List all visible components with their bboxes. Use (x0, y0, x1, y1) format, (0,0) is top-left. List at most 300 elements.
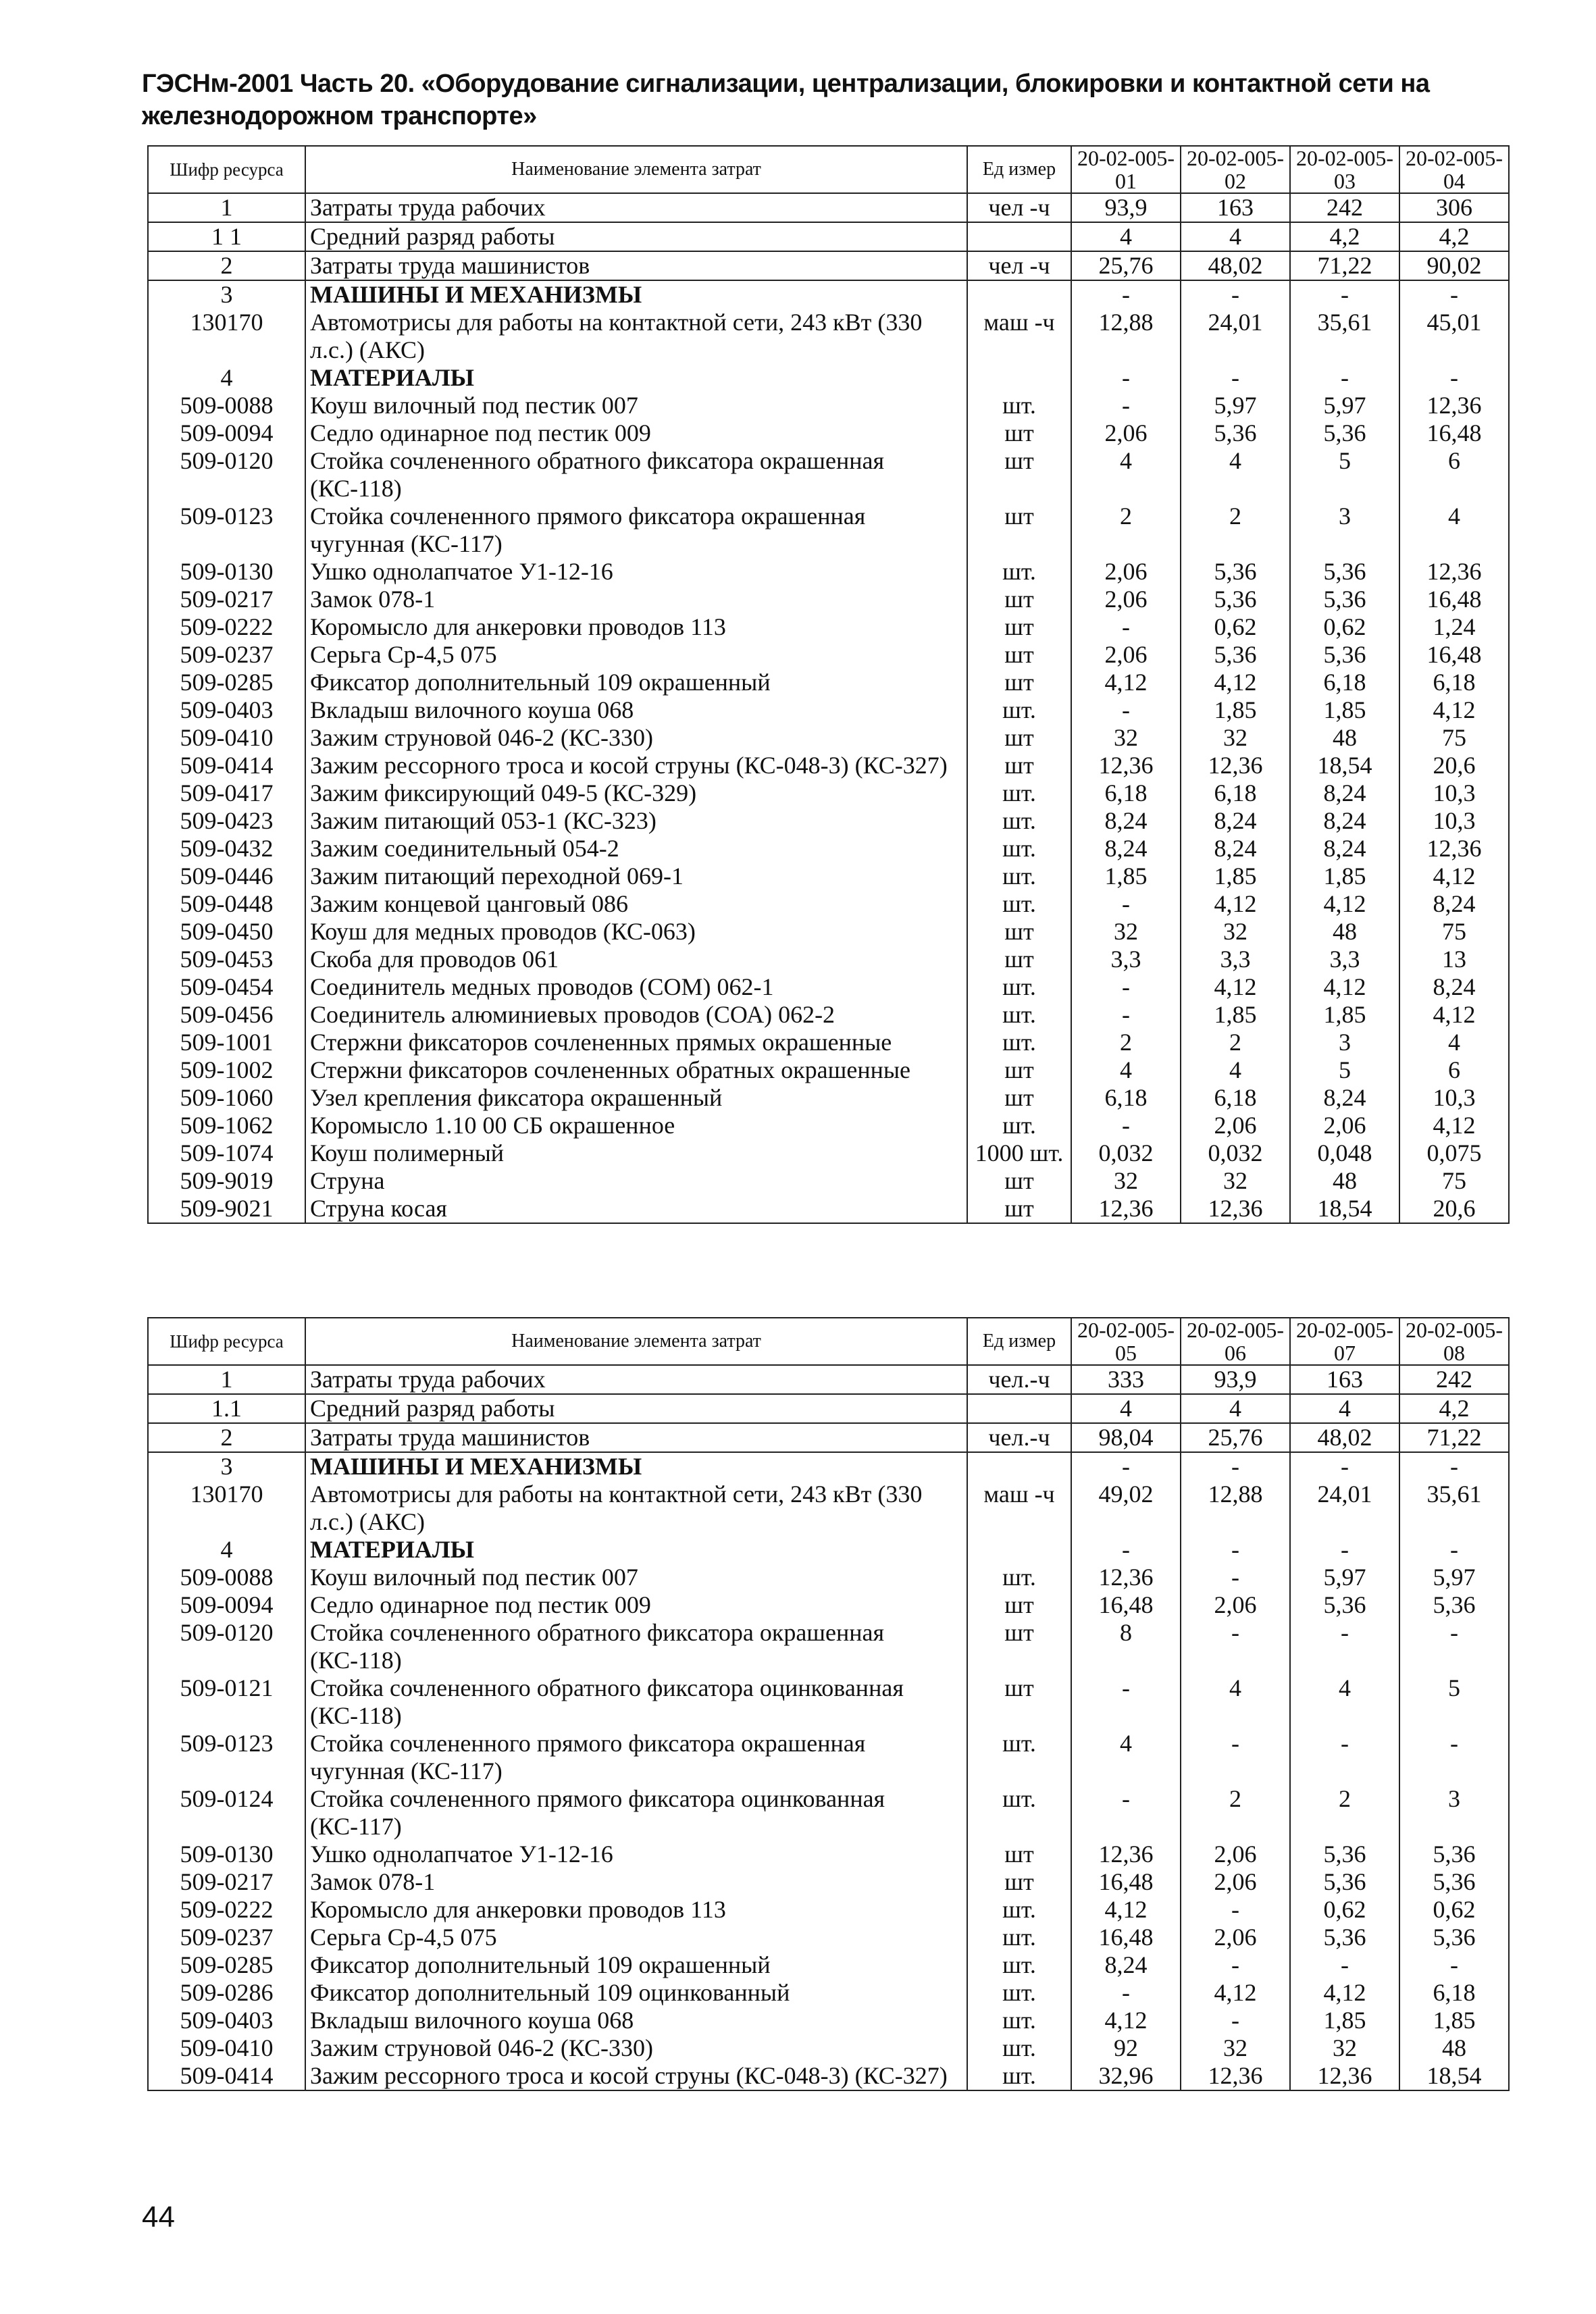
value-2: 2,06 (1181, 1868, 1290, 1896)
value-2: 1,85 (1181, 1001, 1290, 1029)
value-1: 12,88 (1071, 309, 1181, 364)
table-row (148, 309, 1509, 364)
value-4: 20,6 (1399, 752, 1509, 779)
unit: шт. (967, 973, 1071, 1001)
value-2: 32 (1181, 918, 1290, 946)
value-1: 12,36 (1071, 1841, 1181, 1868)
value-1: 2,06 (1071, 419, 1181, 447)
unit: 1000 шт. (967, 1139, 1071, 1167)
value-4: 71,22 (1399, 1423, 1509, 1452)
value-4: 16,48 (1399, 586, 1509, 613)
resource-code: 509-0088 (148, 392, 305, 419)
table-row (148, 1112, 1509, 1139)
value-2: 5,36 (1181, 558, 1290, 586)
value-1: 8,24 (1071, 1951, 1181, 1979)
resource-name: Замок 078-1 (305, 1868, 967, 1896)
table-row (148, 1167, 1509, 1195)
value-4: - (1399, 1536, 1509, 1564)
value-2: 4 (1181, 1394, 1290, 1423)
value-2: 5,36 (1181, 586, 1290, 613)
resource-name: Стойка сочлененного обратного фиксатора оцинкованная (КС-118) (305, 1674, 967, 1730)
column-header-unit: Ед измер (967, 1318, 1071, 1365)
value-2: 4,12 (1181, 890, 1290, 918)
value-1: - (1071, 1001, 1181, 1029)
unit: шт (967, 724, 1071, 752)
resource-code: 509-1074 (148, 1139, 305, 1167)
resource-code: 509-0414 (148, 2062, 305, 2090)
resource-code: 509-0123 (148, 503, 305, 558)
resource-name: МАШИНЫ И МЕХАНИЗМЫ (305, 280, 967, 309)
resource-code: 130170 (148, 309, 305, 364)
unit: шт. (967, 1001, 1071, 1029)
value-1: - (1071, 1674, 1181, 1730)
value-1: 12,36 (1071, 1195, 1181, 1223)
unit: шт (967, 419, 1071, 447)
resource-code: 1 (148, 193, 305, 222)
unit: шт (967, 1619, 1071, 1674)
value-3: 4,12 (1290, 973, 1399, 1001)
table-row (148, 447, 1509, 503)
value-2: 12,36 (1181, 1195, 1290, 1223)
unit: шт. (967, 863, 1071, 890)
value-1: 25,76 (1071, 251, 1181, 280)
value-3: 4 (1290, 1394, 1399, 1423)
value-3: 1,85 (1290, 2007, 1399, 2034)
value-4: 5,97 (1399, 1564, 1509, 1591)
table-row (148, 1924, 1509, 1951)
unit: шт. (967, 1979, 1071, 2007)
value-3: 8,24 (1290, 807, 1399, 835)
table-row (148, 752, 1509, 779)
value-3: 18,54 (1290, 1195, 1399, 1223)
resource-name: Фиксатор дополнительный 109 окрашенный (305, 1951, 967, 1979)
resource-name: Стойка сочлененного прямого фиксатора окрашенная чугунная (КС-117) (305, 503, 967, 558)
value-4: 16,48 (1399, 641, 1509, 669)
table-row (148, 1841, 1509, 1868)
value-2: 12,88 (1181, 1481, 1290, 1536)
column-header-code: Шифр ресурса (148, 146, 305, 193)
resource-code: 4 (148, 1536, 305, 1564)
table-row (148, 251, 1509, 280)
value-1: 0,032 (1071, 1139, 1181, 1167)
value-3: 5,36 (1290, 1591, 1399, 1619)
value-2: 32 (1181, 724, 1290, 752)
unit: шт (967, 1167, 1071, 1195)
value-4: 75 (1399, 1167, 1509, 1195)
resource-name: Автомотрисы для работы на контактной сети, 243 кВт (330 л.с.) (АКС) (305, 309, 967, 364)
resource-code: 509-0453 (148, 946, 305, 973)
value-4: 45,01 (1399, 309, 1509, 364)
value-1: 16,48 (1071, 1591, 1181, 1619)
value-2: - (1181, 364, 1290, 392)
unit: шт (967, 1591, 1071, 1619)
resource-name: Зажим питающий 053-1 (КС-323) (305, 807, 967, 835)
value-3: 71,22 (1290, 251, 1399, 280)
value-1: 92 (1071, 2034, 1181, 2062)
value-4: 12,36 (1399, 835, 1509, 863)
unit: шт. (967, 1785, 1071, 1841)
resource-code: 509-1062 (148, 1112, 305, 1139)
value-4: 0,62 (1399, 1896, 1509, 1924)
value-1: - (1071, 364, 1181, 392)
value-3: 8,24 (1290, 835, 1399, 863)
value-3: 4,12 (1290, 890, 1399, 918)
resource-name: Коуш вилочный под пестик 007 (305, 1564, 967, 1591)
resource-name: Узел крепления фиксатора окрашенный (305, 1084, 967, 1112)
value-4: 13 (1399, 946, 1509, 973)
table-row (148, 1365, 1509, 1394)
resource-name: Стержни фиксаторов сочлененных обратных окрашенные (305, 1056, 967, 1084)
resource-table-2 (147, 1317, 1510, 2091)
resource-name: Коромысло 1.10 00 СБ окрашенное (305, 1112, 967, 1139)
resource-code: 509-1002 (148, 1056, 305, 1084)
value-3: 3 (1290, 503, 1399, 558)
table-header-row (148, 1318, 1509, 1365)
value-3: 8,24 (1290, 779, 1399, 807)
value-4: 5 (1399, 1674, 1509, 1730)
table-row (148, 364, 1509, 392)
unit (967, 280, 1071, 309)
value-3: 0,62 (1290, 613, 1399, 641)
resource-code: 509-0130 (148, 558, 305, 586)
value-3: - (1290, 1730, 1399, 1785)
resource-name: МАТЕРИАЛЫ (305, 1536, 967, 1564)
resource-code: 509-0448 (148, 890, 305, 918)
resource-name: Фиксатор дополнительный 109 оцинкованный (305, 1979, 967, 2007)
value-3: 4 (1290, 1674, 1399, 1730)
unit (967, 222, 1071, 251)
unit: чел -ч (967, 251, 1071, 280)
unit: шт (967, 669, 1071, 696)
resource-name: Седло одинарное под пестик 009 (305, 1591, 967, 1619)
value-2: 1,85 (1181, 863, 1290, 890)
column-header-code-6: 20-02-005-06 (1181, 1318, 1290, 1365)
value-2: 12,36 (1181, 2062, 1290, 2090)
resource-code: 509-0410 (148, 2034, 305, 2062)
value-3: 18,54 (1290, 752, 1399, 779)
resource-name: Затраты труда машинистов (305, 251, 967, 280)
value-3: 3,3 (1290, 946, 1399, 973)
value-2: 2,06 (1181, 1924, 1290, 1951)
value-4: 16,48 (1399, 419, 1509, 447)
value-4: - (1399, 1452, 1509, 1481)
table-row (148, 558, 1509, 586)
table-row (148, 1056, 1509, 1084)
value-1: - (1071, 1452, 1181, 1481)
value-1: 333 (1071, 1365, 1181, 1394)
value-2: 32 (1181, 2034, 1290, 2062)
table-row (148, 2007, 1509, 2034)
unit: шт (967, 1056, 1071, 1084)
column-header-code-7: 20-02-005-07 (1290, 1318, 1399, 1365)
value-1: - (1071, 280, 1181, 309)
resource-name: Коромысло для анкеровки проводов 113 (305, 1896, 967, 1924)
table-row (148, 918, 1509, 946)
value-2: 8,24 (1181, 807, 1290, 835)
value-2: - (1181, 1951, 1290, 1979)
value-1: 4,12 (1071, 669, 1181, 696)
value-2: 12,36 (1181, 752, 1290, 779)
value-2: 2 (1181, 1029, 1290, 1056)
resource-code: 4 (148, 364, 305, 392)
resource-code: 509-0456 (148, 1001, 305, 1029)
table-row (148, 1195, 1509, 1223)
value-4: 8,24 (1399, 973, 1509, 1001)
value-2: 8,24 (1181, 835, 1290, 863)
value-3: 5,36 (1290, 641, 1399, 669)
value-3: 48 (1290, 724, 1399, 752)
resource-code: 509-0285 (148, 1951, 305, 1979)
value-3: 48,02 (1290, 1423, 1399, 1452)
resource-name: Серьга Ср-4,5 075 (305, 1924, 967, 1951)
value-3: - (1290, 280, 1399, 309)
resource-name: Коуш вилочный под пестик 007 (305, 392, 967, 419)
value-3: 1,85 (1290, 1001, 1399, 1029)
column-header-code-3: 20-02-005-03 (1290, 146, 1399, 193)
value-1: 2,06 (1071, 641, 1181, 669)
value-3: 5,36 (1290, 419, 1399, 447)
value-4: 1,24 (1399, 613, 1509, 641)
resource-code: 509-0414 (148, 752, 305, 779)
resource-code: 509-0130 (148, 1841, 305, 1868)
value-1: 2,06 (1071, 558, 1181, 586)
value-4: 10,3 (1399, 779, 1509, 807)
value-3: 5 (1290, 1056, 1399, 1084)
resource-code: 509-0124 (148, 1785, 305, 1841)
value-2: - (1181, 1536, 1290, 1564)
value-4: 6,18 (1399, 669, 1509, 696)
value-2: 5,36 (1181, 641, 1290, 669)
value-4: 6 (1399, 1056, 1509, 1084)
resource-name: Соединитель медных проводов (СОМ) 062-1 (305, 973, 967, 1001)
value-1: 32 (1071, 918, 1181, 946)
page-header: ГЭСНм-2001 Часть 20. «Оборудование сигнализации, централизации, блокировки и контактной сети на железнодорожном транспорте» (142, 70, 1430, 130)
resource-code: 130170 (148, 1481, 305, 1536)
resource-code: 509-0410 (148, 724, 305, 752)
unit: шт. (967, 1730, 1071, 1785)
value-4: - (1399, 1951, 1509, 1979)
value-1: - (1071, 392, 1181, 419)
column-header-code: Шифр ресурса (148, 1318, 305, 1365)
value-4: 6,18 (1399, 1979, 1509, 2007)
column-header-code-5: 20-02-005-05 (1071, 1318, 1181, 1365)
value-2: 0,032 (1181, 1139, 1290, 1167)
value-4: 75 (1399, 724, 1509, 752)
value-1: 32,96 (1071, 2062, 1181, 2090)
value-2: - (1181, 1896, 1290, 1924)
table-row (148, 193, 1509, 222)
resource-code: 509-0237 (148, 1924, 305, 1951)
resource-code: 1 1 (148, 222, 305, 251)
resource-code: 509-1060 (148, 1084, 305, 1112)
value-1: 32 (1071, 724, 1181, 752)
value-1: - (1071, 1785, 1181, 1841)
value-4: 5,36 (1399, 1924, 1509, 1951)
resource-code: 509-0237 (148, 641, 305, 669)
value-1: 4 (1071, 222, 1181, 251)
value-4: 4,12 (1399, 1112, 1509, 1139)
value-1: 6,18 (1071, 779, 1181, 807)
resource-code: 509-0217 (148, 586, 305, 613)
value-2: 4,12 (1181, 1979, 1290, 2007)
resource-name: Скоба для проводов 061 (305, 946, 967, 973)
value-4: - (1399, 280, 1509, 309)
value-4: 3 (1399, 1785, 1509, 1841)
resource-table-1 (147, 145, 1510, 1224)
value-4: 8,24 (1399, 890, 1509, 918)
value-2: 6,18 (1181, 779, 1290, 807)
table-row (148, 1564, 1509, 1591)
resource-name: Зажим соединительный 054-2 (305, 835, 967, 863)
unit: шт. (967, 1029, 1071, 1056)
value-4: 18,54 (1399, 2062, 1509, 2090)
table-row (148, 946, 1509, 973)
value-1: 2,06 (1071, 586, 1181, 613)
resource-code: 509-0094 (148, 1591, 305, 1619)
value-2: 2 (1181, 1785, 1290, 1841)
value-2: 0,62 (1181, 613, 1290, 641)
resource-code: 509-0217 (148, 1868, 305, 1896)
unit: шт (967, 1195, 1071, 1223)
table-row (148, 835, 1509, 863)
resource-code: 509-0423 (148, 807, 305, 835)
value-3: 5,36 (1290, 1868, 1399, 1896)
value-2: 2,06 (1181, 1841, 1290, 1868)
unit: шт. (967, 1924, 1071, 1951)
table-row (148, 1868, 1509, 1896)
table-row (148, 222, 1509, 251)
value-2: 1,85 (1181, 696, 1290, 724)
unit: шт (967, 447, 1071, 503)
value-4: 48 (1399, 2034, 1509, 2062)
value-3: - (1290, 1536, 1399, 1564)
resource-name: Зажим рессорного троса и косой струны (КС-048-3) (КС-327) (305, 752, 967, 779)
column-header-code-4: 20-02-005-04 (1399, 146, 1509, 193)
value-3: 12,36 (1290, 2062, 1399, 2090)
value-4: 4 (1399, 503, 1509, 558)
value-2: - (1181, 1452, 1290, 1481)
resource-code: 509-0222 (148, 1896, 305, 1924)
resource-code: 509-0450 (148, 918, 305, 946)
unit: шт (967, 641, 1071, 669)
table-row (148, 724, 1509, 752)
resource-name: Затраты труда машинистов (305, 1423, 967, 1452)
resource-code: 509-0120 (148, 447, 305, 503)
resource-name: Коуш полимерный (305, 1139, 967, 1167)
resource-code: 509-0454 (148, 973, 305, 1001)
resource-name: Коуш для медных проводов (КС-063) (305, 918, 967, 946)
table-row (148, 696, 1509, 724)
resource-code: 509-0088 (148, 1564, 305, 1591)
value-1: 2 (1071, 503, 1181, 558)
value-2: 5,36 (1181, 419, 1290, 447)
resource-name: Стойка сочлененного обратного фиксатора окрашенная (КС-118) (305, 1619, 967, 1674)
value-1: 2 (1071, 1029, 1181, 1056)
resource-code: 509-9021 (148, 1195, 305, 1223)
unit: шт (967, 1084, 1071, 1112)
resource-code: 509-0222 (148, 613, 305, 641)
resource-name: Соединитель алюминиевых проводов (СОА) 062-2 (305, 1001, 967, 1029)
unit: шт (967, 752, 1071, 779)
value-2: - (1181, 2007, 1290, 2034)
resource-code: 509-0120 (148, 1619, 305, 1674)
value-2: 2 (1181, 503, 1290, 558)
table-row (148, 973, 1509, 1001)
unit: шт. (967, 2062, 1071, 2090)
table-row (148, 1001, 1509, 1029)
value-1: - (1071, 1979, 1181, 2007)
value-4: 20,6 (1399, 1195, 1509, 1223)
table-row (148, 2034, 1509, 2062)
unit: шт. (967, 890, 1071, 918)
value-3: 5,97 (1290, 1564, 1399, 1591)
resource-name: Стойка сочлененного обратного фиксатора окрашенная (КС-118) (305, 447, 967, 503)
value-3: 3 (1290, 1029, 1399, 1056)
value-2: 2,06 (1181, 1112, 1290, 1139)
value-3: 48 (1290, 918, 1399, 946)
table-row (148, 503, 1509, 558)
value-4: 10,3 (1399, 1084, 1509, 1112)
resource-name: Зажим рессорного троса и косой струны (КС-048-3) (КС-327) (305, 2062, 967, 2090)
resource-code: 509-0123 (148, 1730, 305, 1785)
value-1: 3,3 (1071, 946, 1181, 973)
value-2: 2,06 (1181, 1591, 1290, 1619)
resource-name: Зажим струновой 046-2 (КС-330) (305, 724, 967, 752)
resource-name: Струна (305, 1167, 967, 1195)
unit: шт. (967, 558, 1071, 586)
resource-name: Стойка сочлененного прямого фиксатора окрашенная чугунная (КС-117) (305, 1730, 967, 1785)
value-4: 5,36 (1399, 1868, 1509, 1896)
value-3: 242 (1290, 193, 1399, 222)
value-4: 306 (1399, 193, 1509, 222)
resource-code: 509-0446 (148, 863, 305, 890)
unit: шт. (967, 2007, 1071, 2034)
table-row (148, 1951, 1509, 1979)
resource-code: 509-0403 (148, 2007, 305, 2034)
column-header-name: Наименование элемента затрат (305, 146, 967, 193)
unit: шт (967, 1868, 1071, 1896)
unit: шт (967, 1674, 1071, 1730)
resource-name: Автомотрисы для работы на контактной сети, 243 кВт (330 л.с.) (АКС) (305, 1481, 967, 1536)
value-4: 4,2 (1399, 222, 1509, 251)
value-2: 4,12 (1181, 973, 1290, 1001)
value-2: - (1181, 1730, 1290, 1785)
value-3: - (1290, 1619, 1399, 1674)
value-4: - (1399, 364, 1509, 392)
resource-code: 509-1001 (148, 1029, 305, 1056)
unit: шт (967, 613, 1071, 641)
resource-name: Коромысло для анкеровки проводов 113 (305, 613, 967, 641)
unit (967, 1452, 1071, 1481)
value-4: 4,2 (1399, 1394, 1509, 1423)
table-row (148, 419, 1509, 447)
value-1: - (1071, 973, 1181, 1001)
unit: шт. (967, 779, 1071, 807)
value-3: 48 (1290, 1167, 1399, 1195)
column-header-code-8: 20-02-005-08 (1399, 1318, 1509, 1365)
value-1: 1,85 (1071, 863, 1181, 890)
table-row (148, 1730, 1509, 1785)
value-4: 0,075 (1399, 1139, 1509, 1167)
table-row (148, 1619, 1509, 1674)
value-2: - (1181, 280, 1290, 309)
value-1: 49,02 (1071, 1481, 1181, 1536)
table-row (148, 586, 1509, 613)
value-1: - (1071, 613, 1181, 641)
value-4: 4 (1399, 1029, 1509, 1056)
table-row (148, 1394, 1509, 1423)
table-row (148, 1481, 1509, 1536)
